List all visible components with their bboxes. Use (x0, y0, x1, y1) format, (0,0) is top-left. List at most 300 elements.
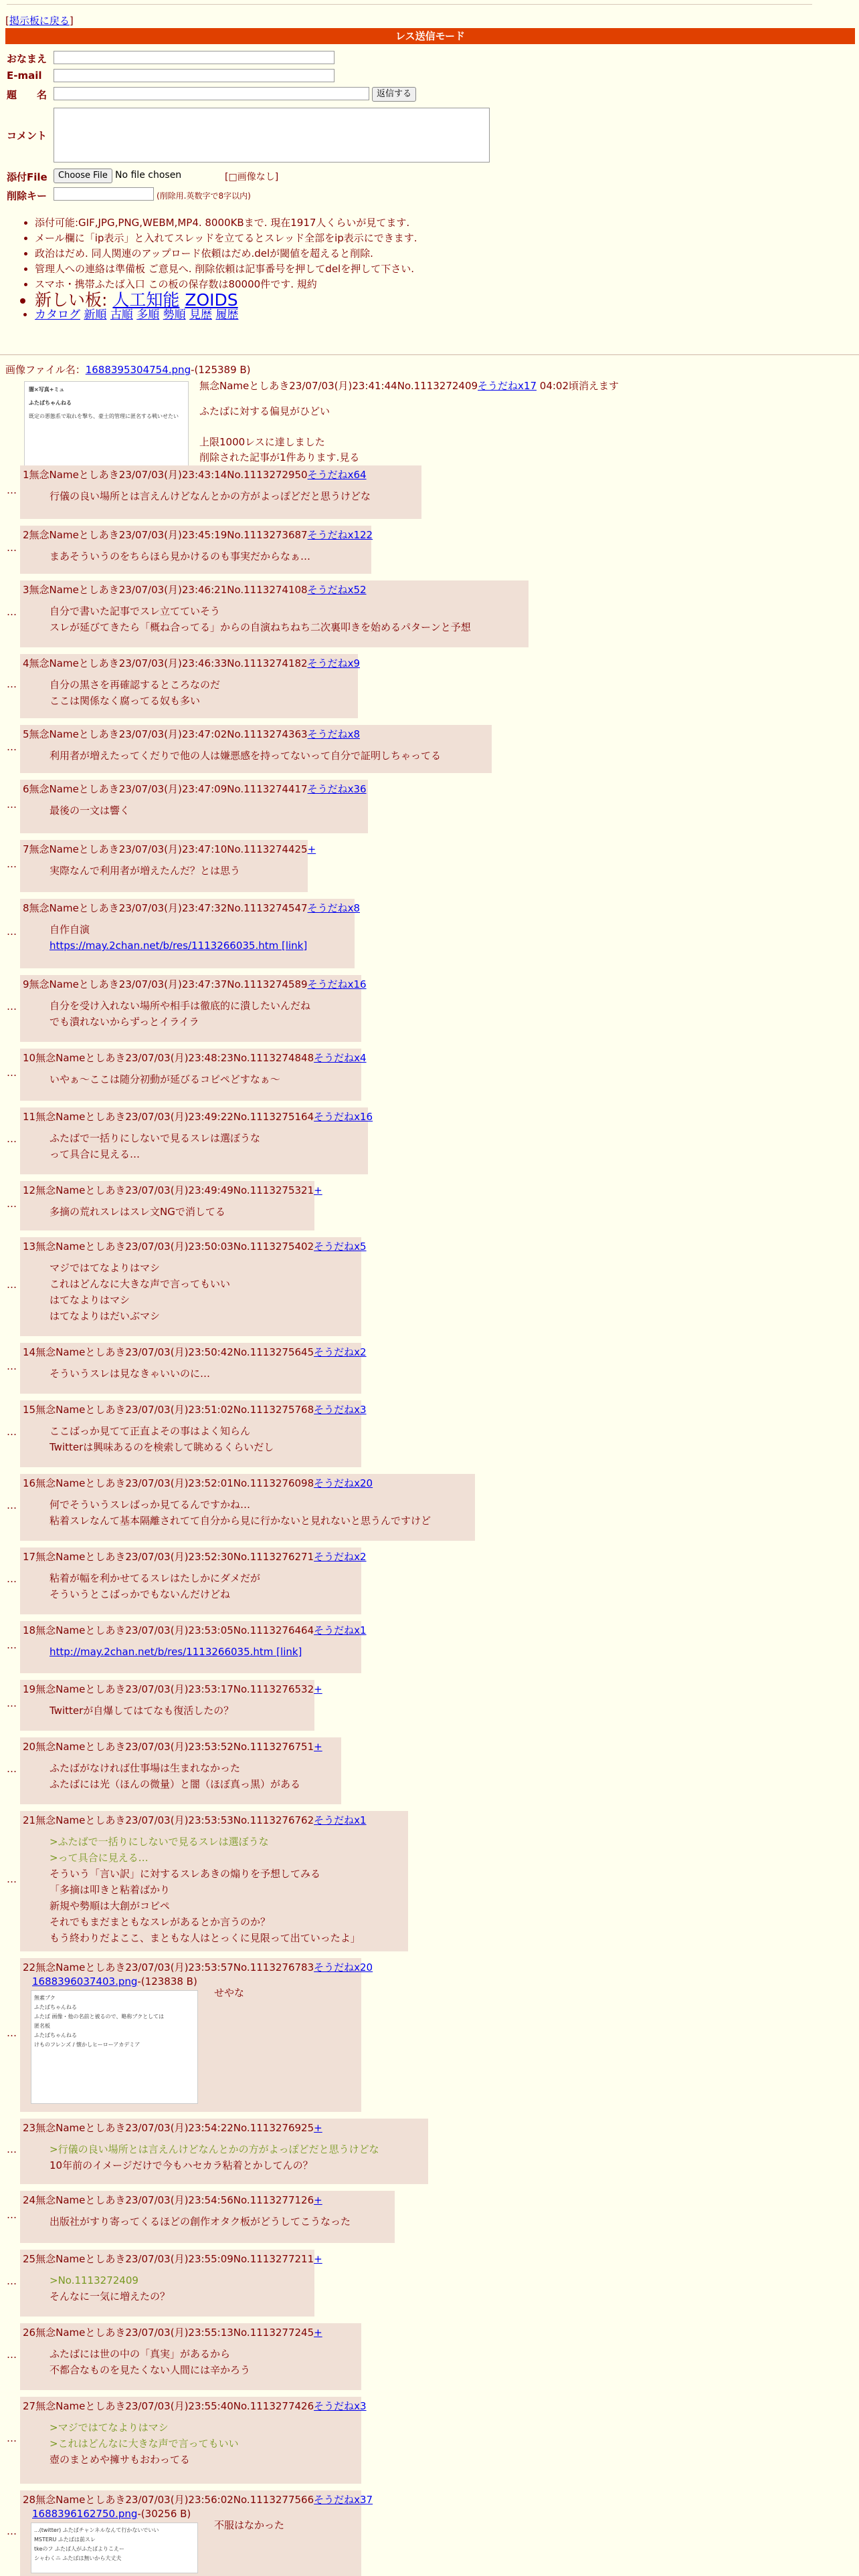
delete-key-hint: (削除用.英数字で8字以内) (157, 191, 251, 201)
quote-line: >マジではてなよりはマシ (50, 2422, 169, 2434)
reply-post (20, 1547, 367, 1614)
sodane-link[interactable]: そうだねx2 (314, 1346, 367, 1358)
sodane-link[interactable]: そうだねx8 (307, 728, 360, 740)
new-board-link[interactable]: 人工知能 (112, 290, 180, 310)
reply-header-text: 無念Nameとしあき23/07/03(月)23:55:40No.1113277426 (35, 2400, 314, 2412)
reply-header-text: 無念Nameとしあき23/07/03(月)23:54:56No.1113277126 (35, 2194, 314, 2206)
reply-header (23, 2398, 367, 2414)
reply-header-text: 無念Nameとしあき23/07/03(月)23:49:49No.1113275321 (35, 1184, 314, 1196)
sodane-link[interactable]: + (314, 2253, 322, 2265)
reply-body (50, 1497, 472, 1529)
reply-file-size: -(123838 B) (137, 1975, 197, 1988)
reply-number: 12 (23, 1184, 36, 1196)
reply-line: 粘着スレなんて基本隔離されてて自分から見に行かないと見れないと思うんですけど (50, 1515, 432, 1527)
sodane-link[interactable]: そうだねx1 (314, 1624, 367, 1636)
op-body-line: 削除された記事が1件あります.見る (199, 451, 360, 463)
reply-post (20, 1400, 367, 1467)
reply-line: 出版社がすり寄ってくるほどの創作オタク板がどうしてこうなった (50, 2216, 351, 2228)
reply-header (23, 1681, 322, 1697)
delete-key-input[interactable] (54, 187, 154, 201)
sodane-link[interactable]: + (307, 843, 316, 855)
reply-dots: … (7, 1639, 17, 1651)
sodane-link[interactable]: + (314, 2327, 322, 2339)
sodane-link[interactable]: そうだねx3 (314, 1404, 367, 1416)
reply-number: 8 (23, 902, 29, 914)
reply-header (23, 2192, 392, 2208)
reply-number: 26 (23, 2327, 36, 2339)
reply-dots: … (7, 1279, 17, 1291)
reply-post (20, 526, 371, 574)
reply-header (23, 2492, 373, 2508)
reply-dots: … (7, 678, 17, 690)
reply-post (20, 1181, 322, 1230)
reply-line: 10年前のイメージだけで今もハセカラ粘着とかしてんの？ (50, 2159, 313, 2171)
reply-body (50, 1071, 359, 1087)
reply-header-text: 無念Nameとしあき23/07/03(月)23:46:21No.1113274108 (29, 584, 308, 596)
reply-dots: … (7, 1360, 17, 1372)
comment-textarea[interactable] (54, 108, 490, 163)
reply-post (20, 2250, 322, 2317)
reply-line: スレが延びてきたら「概ね合ってる」からの自演ねちねち二次裏叩きを始めるパターンと予想 (50, 621, 471, 633)
top-divider (7, 4, 812, 5)
reply-header-text: 無念Nameとしあき23/07/03(月)23:47:37No.1113274589 (29, 978, 308, 990)
reply-body (50, 998, 359, 1030)
reply-dots: … (7, 858, 17, 870)
reply-number: 3 (23, 584, 29, 596)
reply-dots: … (7, 606, 17, 618)
reply-dots: … (7, 2525, 17, 2537)
reply-body (50, 2214, 392, 2230)
reply-line: 粘着が幅を利かせてるスレはたしかにダメだが (50, 1572, 261, 1584)
reply-line: はてなよりはマシ (50, 1294, 130, 1306)
reply-number: 28 (23, 2494, 36, 2506)
reply-post (20, 1237, 367, 1336)
op-file-line (5, 362, 251, 377)
reply-file-link[interactable]: 1688396037403.png (32, 1975, 138, 1988)
reply-body (50, 1366, 359, 1382)
reply-line: マジではてなよりはマシ (50, 1262, 161, 1274)
sodane-link[interactable]: そうだねx16 (314, 1111, 373, 1123)
sodane-link[interactable]: そうだねx9 (307, 657, 360, 669)
reply-header (23, 781, 365, 797)
reply-header (23, 726, 489, 742)
reply-header-text: 無念Nameとしあき23/07/03(月)23:47:32No.1113274547 (29, 902, 308, 914)
history-link[interactable]: 履歴 (215, 308, 239, 322)
reply-header-text: 無念Nameとしあき23/07/03(月)23:53:53No.1113276762 (35, 1814, 314, 1826)
reply-dots: … (7, 798, 17, 811)
reply-header (23, 1549, 367, 1565)
reply-line: そういうスレは見なきゃいいのに… (50, 1368, 211, 1380)
reply-header (23, 2251, 322, 2267)
reply-dots: … (7, 741, 17, 753)
reply-dots: … (7, 926, 17, 938)
sodane-link[interactable]: + (314, 1184, 322, 1196)
thumb-text: ふたば 画像・他の名前と被るので、略称ブクとしては (34, 2014, 165, 2020)
view-history-link[interactable]: 見歴 (189, 308, 213, 322)
no-file-text: No file chosen (115, 170, 182, 181)
reply-post (20, 580, 529, 647)
reply-body (50, 2346, 359, 2378)
reply-post (20, 780, 368, 833)
reply-dots: … (7, 1198, 17, 1210)
sodane-link[interactable]: そうだねx52 (307, 584, 367, 596)
reply-body (50, 1204, 312, 1220)
reply-body (50, 2272, 312, 2304)
sodane-link[interactable]: + (314, 1741, 322, 1753)
section-divider (0, 354, 859, 355)
reply-header (23, 1959, 373, 1975)
reply-line: それでもまだまともなスレがあるとか言うのか？ (50, 1916, 271, 1928)
thumb-text: 闇×写真+ミュ (29, 387, 65, 393)
reply-dots: … (7, 1499, 17, 1511)
reply-dots: … (7, 2027, 17, 2039)
reply-line: でも潰れないからずっとイライラ (50, 1016, 199, 1028)
sodane-link[interactable]: + (314, 2122, 322, 2134)
reply-header (23, 1182, 322, 1198)
reply-post (20, 1049, 367, 1101)
name-input[interactable] (54, 51, 335, 64)
op-file-size: -(125389 B) (191, 364, 251, 376)
reply-dots: … (7, 1697, 17, 1709)
submit-reply-button[interactable]: 返信する (372, 87, 416, 102)
reply-body (50, 1260, 359, 1324)
quote-line: >って具合に見える… (50, 1852, 149, 1864)
reply-header-text: 無念Nameとしあき23/07/03(月)23:46:33No.1113274182 (29, 657, 308, 669)
reply-line: ここばっか見てて正直よその事はよく知らん (50, 1425, 251, 1437)
quote-line: >行儀の良い場所とは言えんけどなんとかの方がよっぽどだと思うけどな (50, 2143, 379, 2155)
catalog-links-item (35, 308, 417, 323)
sodane-link[interactable]: そうだねx36 (307, 783, 367, 795)
reply-dots: … (7, 1873, 17, 1885)
op-body-line: 上限1000レスに達しました (199, 436, 325, 448)
post-form (5, 48, 855, 209)
sodane-link[interactable]: そうだねx37 (314, 2494, 373, 2506)
reply-header (23, 841, 316, 857)
sort-many-link[interactable]: 多順 (136, 308, 160, 322)
reply-header-text: 無念Nameとしあき23/07/03(月)23:55:13No.1113277245 (35, 2327, 314, 2339)
quote-line: >これはどんなに大きな声で言ってもいい (50, 2438, 239, 2450)
sodane-link[interactable]: そうだねx64 (307, 469, 367, 481)
subject-input[interactable] (54, 87, 369, 100)
back-link-wrapper: [掲示板に戻る] (5, 15, 74, 27)
reply-body (214, 2517, 284, 2533)
reply-dots: … (7, 1573, 17, 1585)
reply-body (50, 1644, 359, 1660)
reply-header-text: 無念Nameとしあき23/07/03(月)23:53:05No.1113276464 (35, 1624, 314, 1636)
reply-header-text: 無念Nameとしあき23/07/03(月)23:52:01No.1113276098 (35, 1477, 314, 1489)
sodane-link[interactable]: そうだねx8 (307, 902, 360, 914)
reply-body (50, 1834, 405, 1946)
reply-line: そういうとこばっかでもないんだけどね (50, 1588, 231, 1600)
sodane-link[interactable]: + (314, 1683, 322, 1695)
new-boards-prefix: 新しい板: (35, 290, 113, 310)
reply-number: 22 (23, 1961, 36, 1973)
op-header-text: 無念Nameとしあき23/07/03(月)23:41:44No.1113272409 (199, 380, 478, 392)
reply-header-text: 無念Nameとしあき23/07/03(月)23:47:10No.1113274425 (29, 843, 308, 855)
reply-header (23, 2325, 359, 2341)
name-label: おなまえ (7, 53, 47, 65)
new-board-link[interactable]: ZOIDS (185, 290, 238, 310)
reply-file-link[interactable]: 1688396162750.png (32, 2508, 138, 2520)
reply-thumbnail[interactable] (31, 2523, 198, 2573)
reply-line: 実際なんで利用者が増えたんだ？とは思う (50, 865, 241, 877)
reply-number: 16 (23, 1477, 36, 1489)
reply-line: ふたばがなければ仕事場は生まれなかった (50, 1762, 241, 1774)
op-expire: 04:02頃消えます (539, 380, 619, 392)
reply-header (23, 1812, 405, 1828)
thumb-text: けものフレンズ / 懐かしヒーローアカデミア (34, 2042, 140, 2048)
reply-thumbnail[interactable] (31, 1990, 198, 2104)
reply-post (20, 1811, 408, 1951)
quote-line: >No.1113272409 (50, 2274, 138, 2286)
reply-line: まあそういうのをちらほら見かけるのも事実だからなぁ… (50, 550, 311, 562)
reply-number: 21 (23, 1814, 36, 1826)
reply-header-text: 無念Nameとしあき23/07/03(月)23:53:57No.1113276783 (35, 1961, 314, 1973)
reply-number: 24 (23, 2194, 36, 2206)
reply-header (23, 2120, 425, 2136)
reply-body (50, 1703, 312, 1719)
reply-header-text: 無念Nameとしあき23/07/03(月)23:43:14No.1113272950 (29, 469, 308, 481)
reply-number: 17 (23, 1551, 36, 1563)
reply-dots: … (7, 484, 17, 496)
op-file-link[interactable]: 1688395304754.png (85, 364, 191, 376)
reply-dots: … (7, 1763, 17, 1775)
reply-line: 「多摘は叩きと粘着ばかり (50, 1884, 171, 1896)
reply-number: 23 (23, 2122, 36, 2134)
reply-line: 新規や勢順は大創がコピペ (50, 1900, 170, 1912)
reply-header-text: 無念Nameとしあき23/07/03(月)23:50:42No.1113275645 (35, 1346, 314, 1358)
reply-header-text: 無念Nameとしあき23/07/03(月)23:47:02No.1113274363 (29, 728, 308, 740)
reply-line: ふたばで一括りにしないで見るスレは選ぼうな (50, 1132, 261, 1144)
reply-number: 15 (23, 1404, 36, 1416)
reply-dots: … (7, 1133, 17, 1145)
sodane-link[interactable]: そうだねx16 (307, 978, 367, 990)
reply-header (23, 582, 526, 598)
reply-number: 25 (23, 2253, 36, 2265)
reply-header (23, 527, 373, 543)
reply-post (20, 840, 316, 892)
thumb-text: 既定の悪態系で取れを撃ち、豪士的管理に匿名する戦いせたい (29, 413, 179, 419)
reply-body (50, 548, 369, 564)
note-item: • 管理人への連絡は準備板 ご意見へ. 削除依頼は記事番号を押してdelを押して下さい. (35, 261, 417, 277)
reply-line: 不都合なものを見たくない人間には辛かろう (50, 2364, 251, 2376)
sort-old-link[interactable]: 古順 (110, 308, 133, 322)
op-file-prefix: 画像ファイル名： (5, 364, 86, 376)
reply-line: 利用者が増えたってくだりで他の人は嫌悪感を持ってないって自分で証明しちゃってる (50, 750, 442, 762)
thumb-text: シャわくニ ふたばは無いから大丈夫 (34, 2555, 122, 2561)
reply-dots: … (7, 1000, 17, 1012)
reply-header-text: 無念Nameとしあき23/07/03(月)23:51:02No.1113275768 (35, 1404, 314, 1416)
thumb-text: 匿名板 (34, 2023, 50, 2029)
reply-line: そんなに一気に増えたの？ (50, 2290, 171, 2302)
op-body-spacer (199, 419, 359, 435)
reply-header (23, 1239, 367, 1255)
thumb-text: 無素ブク (34, 1995, 56, 2001)
reply-line: これはどんなに大きな声で言ってもいい (50, 1278, 231, 1290)
reply-header-text: 無念Nameとしあき23/07/03(月)23:53:17No.1113276532 (35, 1683, 314, 1695)
email-input[interactable] (54, 69, 335, 82)
reply-header-text: 無念Nameとしあき23/07/03(月)23:52:30No.1113276271 (35, 1551, 314, 1563)
sodane-link[interactable]: そうだねx17 (478, 380, 537, 392)
reply-post (20, 1621, 367, 1673)
reply-line: 最後の一文は響く (50, 804, 130, 817)
subject-label: 題 名 (7, 89, 47, 101)
reply-line: もう終わりだよここ、まともな人はとっくに見限って出ていったよ」 (50, 1932, 361, 1944)
reply-line: せやな (214, 1987, 245, 1999)
reply-post (20, 465, 421, 519)
reply-body (50, 1130, 365, 1162)
reply-line: 行儀の良い場所とは言えんけどなんとかの方がよっぽどだと思うけどな (50, 490, 371, 502)
reply-post (20, 2119, 428, 2184)
reply-body (50, 2141, 425, 2173)
reply-header-text: 無念Nameとしあき23/07/03(月)23:50:03No.1113275402 (35, 1241, 314, 1253)
reply-header (23, 1344, 367, 1360)
op-body (199, 404, 359, 465)
sort-new-link[interactable]: 新順 (84, 308, 107, 322)
note-item: • メール欄に「ip表示」と入れてスレッドを立てるとスレッド全部をip表示にできます. (35, 231, 417, 246)
reply-post (20, 1737, 341, 1804)
sodane-link[interactable]: そうだねx122 (307, 529, 373, 541)
reply-post (20, 1107, 373, 1174)
reply-post (20, 975, 367, 1042)
reply-header-text: 無念Nameとしあき23/07/03(月)23:45:19No.1113273687 (29, 529, 308, 541)
catalog-link[interactable]: カタログ (35, 308, 80, 322)
reply-header (23, 1739, 339, 1755)
reply-link[interactable]: http://may.2chan.net/b/res/1113266035.htm [link] (50, 1646, 302, 1658)
sodane-link[interactable]: + (314, 2194, 322, 2206)
reply-link[interactable]: https://may.2chan.net/b/res/1113266035.htm [link] (50, 940, 308, 952)
sodane-link[interactable]: そうだねx1 (314, 1814, 367, 1826)
sodane-link[interactable]: そうだねx5 (314, 1241, 367, 1253)
reply-file-line (32, 1975, 359, 1988)
reply-post (20, 1680, 322, 1731)
reply-header (23, 1109, 373, 1125)
reply-body (50, 1570, 359, 1602)
sodane-link[interactable]: そうだねx4 (314, 1052, 367, 1064)
reply-line: 何でそういうスレばっか見てるんですかね… (50, 1499, 251, 1511)
email-label: E-mail (7, 70, 42, 82)
sodane-link[interactable]: そうだねx20 (314, 1477, 373, 1489)
reply-body (214, 1985, 244, 2001)
new-boards-item (35, 292, 417, 308)
thumb-text: ふたばちゃんねる (34, 2004, 77, 2010)
reply-number: 10 (23, 1052, 36, 1064)
reply-line: 多摘の荒れスレはスレ文NGで消してる (50, 1206, 225, 1218)
reply-line: 自分の黒さを再確認するところなのだ (50, 679, 221, 691)
reply-line: ふたばには光（ほんの微量）と闇（ほぼ真っ黒）がある (50, 1778, 301, 1790)
reply-line: そういう「言い訳」に対するスレあきの煽りを予想してみる (50, 1868, 321, 1880)
reply-line: 不服はなかった (214, 2519, 285, 2531)
reply-header-text: 無念Nameとしあき23/07/03(月)23:55:09No.1113277211 (35, 2253, 314, 2265)
reply-body (50, 748, 489, 764)
file-label: 添付File (7, 171, 47, 183)
reply-line: いやぁ～ここは随分初動が延びるコピペどすなぁ～ (50, 1073, 280, 1085)
reply-body (50, 677, 355, 709)
reply-header (23, 655, 360, 671)
sodane-link[interactable]: そうだねx20 (314, 1961, 373, 1973)
reply-post (20, 1343, 367, 1394)
reply-dots: … (7, 2349, 17, 2361)
thumb-text: tkeのフ ふたば人がふたばよりこえー (34, 2546, 124, 2552)
reply-mode-banner: レス送信モード (5, 28, 855, 44)
comment-label: コメント (7, 130, 47, 142)
reply-dots: … (7, 1067, 17, 1079)
reply-number: 14 (23, 1346, 36, 1358)
reply-body (50, 922, 352, 954)
reply-post (20, 1958, 373, 2112)
reply-body (50, 2420, 359, 2468)
reply-dots: … (7, 2432, 17, 2444)
reply-line: って具合に見える… (50, 1148, 140, 1160)
sodane-link[interactable]: そうだねx2 (314, 1551, 367, 1563)
sodane-link[interactable]: そうだねx3 (314, 2400, 367, 2412)
reply-header (23, 1402, 367, 1418)
thumb-text: ふたばちゃんねる (34, 2032, 77, 2038)
reply-number: 5 (23, 728, 29, 740)
reply-header (23, 976, 367, 992)
reply-post (20, 2323, 361, 2390)
back-to-board-link[interactable]: 掲示板に戻る (9, 15, 70, 27)
reply-header-text: 無念Nameとしあき23/07/03(月)23:48:23No.1113274848 (35, 1052, 314, 1064)
no-image-checkbox[interactable]: [□画像なし] (225, 172, 279, 183)
reply-line: Twitterは興味あるのを検索して眺めるくらいだし (50, 1441, 274, 1453)
reply-number: 18 (23, 1624, 36, 1636)
reply-line: Twitterが自爆してはてなも復活したの？ (50, 1705, 234, 1717)
reply-number: 2 (23, 529, 29, 541)
reply-header (23, 1622, 367, 1638)
reply-header-text: 無念Nameとしあき23/07/03(月)23:54:22No.1113276925 (35, 2122, 314, 2134)
reply-post (20, 654, 358, 718)
reply-line: ふたばには世の中の「真実」があるから (50, 2348, 231, 2360)
reply-line: 自分を受け入れない場所や相手は徹底的に潰したいんだね (50, 1000, 311, 1012)
reply-number: 19 (23, 1683, 36, 1695)
reply-header (23, 1475, 472, 1491)
reply-number: 27 (23, 2400, 36, 2412)
op-body-line: ふたばに対する偏見がひどい (199, 405, 330, 417)
reply-number: 13 (23, 1241, 36, 1253)
reply-file-line (32, 2508, 359, 2520)
reply-body (50, 488, 419, 504)
reply-dots: … (7, 2209, 17, 2221)
reply-number: 4 (23, 657, 29, 669)
reply-post (20, 2191, 395, 2243)
reply-line: はてなよりはだいぶマシ (50, 1310, 161, 1322)
reply-body (50, 802, 365, 819)
note-item: • 政治はだめ. 同人関連のアップロード依頼はだめ.delが閾値を超えると削除. (35, 246, 417, 261)
op-header (199, 379, 619, 393)
reply-number: 20 (23, 1741, 36, 1753)
delete-key-label: 削除キー (7, 190, 47, 202)
thumb-text: ...(twitter) ふたばチャンネルなんて行かないでいい (34, 2527, 159, 2533)
reply-header-text: 無念Nameとしあき23/07/03(月)23:56:02No.1113277566 (35, 2494, 314, 2506)
reply-line: 壺のまとめや擁サもおわってる (50, 2454, 190, 2466)
reply-header (23, 467, 419, 483)
reply-body (50, 603, 526, 635)
reply-link-line (50, 938, 352, 954)
note-item: • 添付可能:GIF,JPG,PNG,WEBM,MP4. 8000KBまで. 現在1917人くらいが見てます. (35, 215, 417, 231)
thumb-text: ふたばちゃんねる (29, 400, 72, 406)
reply-post (20, 2490, 373, 2576)
reply-dots: … (7, 2143, 17, 2155)
reply-file-size: -(30256 B) (137, 2508, 191, 2520)
reply-line: 自分で書いた記事でスレ立てていそう (50, 605, 221, 617)
sort-momentum-link[interactable]: 勢順 (163, 308, 186, 322)
reply-dots: … (7, 1426, 17, 1438)
reply-body (50, 1423, 359, 1455)
reply-body (50, 1760, 339, 1792)
choose-file-button[interactable]: Choose File (54, 169, 112, 183)
quote-line: >ふたばで一括りにしないで見るスレは選ぼうな (50, 1836, 269, 1848)
